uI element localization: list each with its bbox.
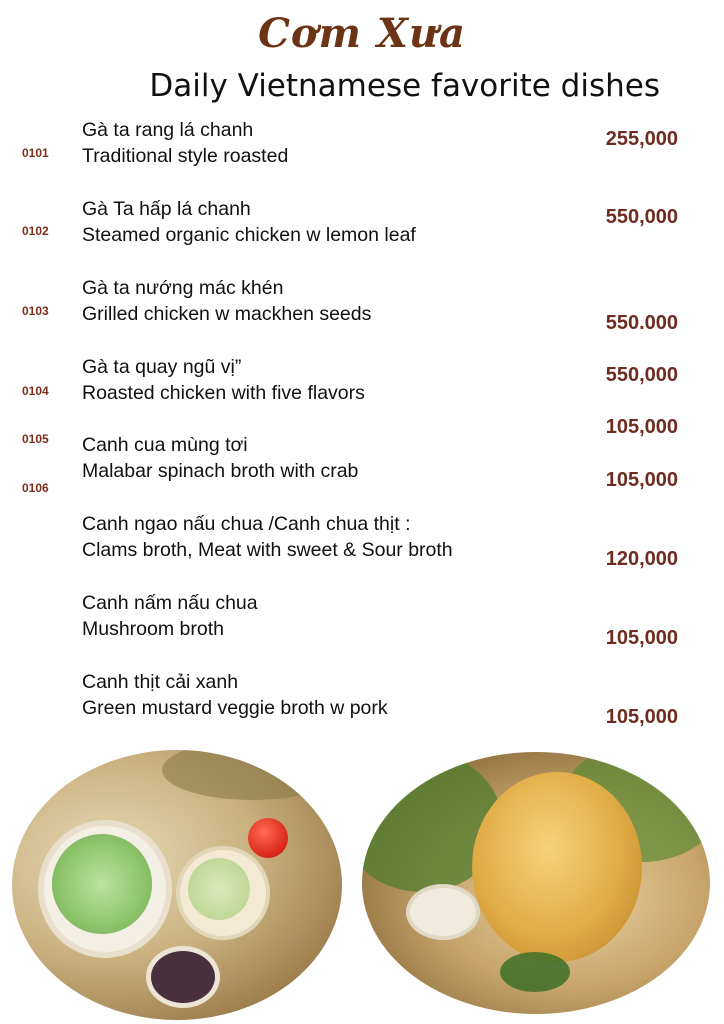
- menu-item-en-name: Mushroom broth: [82, 618, 224, 640]
- menu-item-vi-name: Gà ta nướng mác khén: [82, 277, 284, 299]
- menu-item-en-name: Clams broth, Meat with sweet & Sour broth: [82, 539, 453, 561]
- menu-item-price: 105,000: [605, 627, 678, 649]
- menu-item-en-name: Grilled chicken w mackhen seeds: [82, 303, 372, 325]
- item-code: 0102: [22, 224, 49, 238]
- menu-item-price: 105,000: [605, 469, 678, 491]
- soup-dishes-photo: [12, 750, 342, 1020]
- menu-item-vi-name: Canh ngao nấu chua /Canh chua thịt :: [82, 513, 411, 535]
- menu-item-price: 550,000: [605, 206, 678, 228]
- menu-item-price: 105,000: [605, 706, 678, 728]
- item-code: 0103: [22, 304, 49, 318]
- brand-title: Cơm Xưa: [258, 10, 466, 57]
- menu-item-en-name: Traditional style roasted: [82, 145, 289, 167]
- item-code: 0105: [22, 432, 49, 446]
- menu-item-vi-name: Canh nấm nấu chua: [82, 592, 258, 614]
- menu-item-vi-name: Gà Ta hấp lá chanh: [82, 198, 251, 220]
- item-code: 0104: [22, 384, 49, 398]
- item-code: 0101: [22, 146, 49, 160]
- menu-item-price: 105,000: [605, 416, 678, 438]
- menu-item-en-name: Green mustard veggie broth w pork: [82, 697, 388, 719]
- menu-item-en-name: Roasted chicken with five flavors: [82, 382, 365, 404]
- menu-item-price: 255,000: [605, 128, 678, 150]
- menu-item-vi-name: Canh cua mùng tơi: [82, 434, 248, 456]
- menu-item-en-name: Steamed organic chicken w lemon leaf: [82, 224, 416, 246]
- menu-item-vi-name: Gà ta quay ngũ vị”: [82, 356, 242, 378]
- menu-item-vi-name: Canh thịt cải xanh: [82, 671, 239, 693]
- menu-item-price: 120,000: [605, 548, 678, 570]
- menu-item-vi-name: Gà ta rang lá chanh: [82, 119, 254, 141]
- menu-item-price: 550,000: [605, 364, 678, 386]
- roasted-chicken-photo: [362, 752, 710, 1014]
- menu-item-en-name: Malabar spinach broth with crab: [82, 460, 359, 482]
- menu-item-price: 550.000: [605, 312, 678, 334]
- item-code: 0106: [22, 481, 49, 495]
- menu-subtitle: Daily Vietnamese favorite dishes: [149, 68, 660, 104]
